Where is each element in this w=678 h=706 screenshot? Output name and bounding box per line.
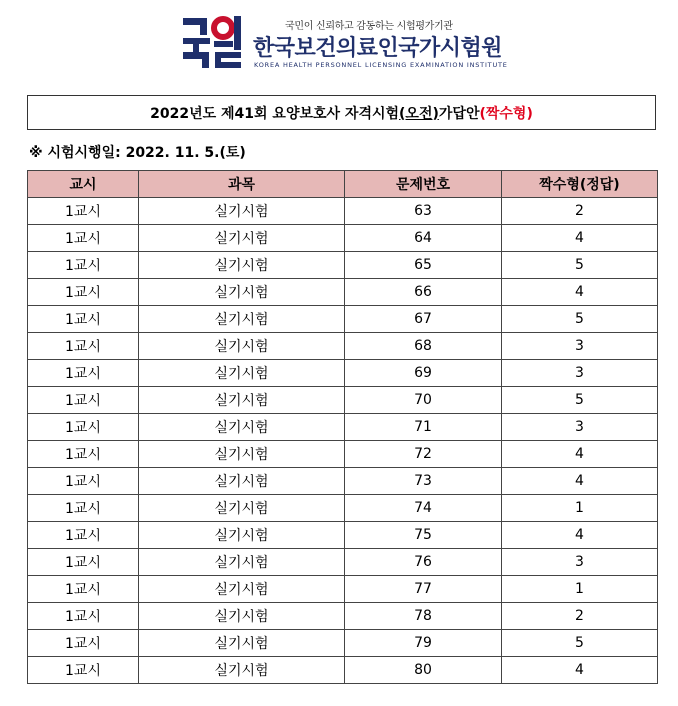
cell-question-number: 64 — [345, 225, 502, 252]
table-row — [28, 657, 658, 684]
cell-answer: 5 — [502, 387, 658, 414]
table-row — [28, 333, 658, 360]
table-row — [28, 387, 658, 414]
cell-subject: 실기시험 — [139, 333, 345, 360]
column-header-question-number: 문제번호 — [345, 171, 502, 198]
cell-period: 1교시 — [28, 333, 139, 360]
table-row — [28, 603, 658, 630]
cell-question-number: 75 — [345, 522, 502, 549]
cell-period: 1교시 — [28, 387, 139, 414]
title-middle: 가답안 — [438, 105, 480, 122]
cell-answer: 4 — [502, 279, 658, 306]
table-row — [28, 306, 658, 333]
table-row — [28, 441, 658, 468]
cell-period: 1교시 — [28, 495, 139, 522]
cell-subject: 실기시험 — [139, 468, 345, 495]
cell-question-number: 69 — [345, 360, 502, 387]
cell-period: 1교시 — [28, 576, 139, 603]
cell-question-number: 73 — [345, 468, 502, 495]
cell-subject: 실기시험 — [139, 306, 345, 333]
table-header-row — [28, 171, 658, 198]
cell-period: 1교시 — [28, 630, 139, 657]
cell-answer: 2 — [502, 198, 658, 225]
cell-subject: 실기시험 — [139, 657, 345, 684]
table-row — [28, 198, 658, 225]
cell-period: 1교시 — [28, 198, 139, 225]
column-header-period: 교시 — [28, 171, 139, 198]
cell-subject: 실기시험 — [139, 495, 345, 522]
cell-answer: 5 — [502, 630, 658, 657]
cell-period: 1교시 — [28, 657, 139, 684]
cell-answer: 4 — [502, 657, 658, 684]
cell-question-number: 78 — [345, 603, 502, 630]
cell-subject: 실기시험 — [139, 549, 345, 576]
cell-period: 1교시 — [28, 441, 139, 468]
institute-name-korean: 한국보건의료인국가시험원 — [253, 35, 503, 61]
cell-subject: 실기시험 — [139, 630, 345, 657]
table-row — [28, 252, 658, 279]
table-row — [28, 360, 658, 387]
cell-question-number: 65 — [345, 252, 502, 279]
cell-subject: 실기시험 — [139, 522, 345, 549]
cell-subject: 실기시험 — [139, 576, 345, 603]
cell-answer: 4 — [502, 225, 658, 252]
cell-question-number: 76 — [345, 549, 502, 576]
table-row — [28, 522, 658, 549]
cell-question-number: 79 — [345, 630, 502, 657]
institute-name-english: KOREA HEALTH PERSONNEL LICENSING EXAMINATION INSTITUTE — [254, 61, 508, 69]
cell-period: 1교시 — [28, 360, 139, 387]
cell-answer: 4 — [502, 441, 658, 468]
cell-question-number: 68 — [345, 333, 502, 360]
cell-period: 1교시 — [28, 414, 139, 441]
cell-subject: 실기시험 — [139, 225, 345, 252]
cell-subject: 실기시험 — [139, 252, 345, 279]
cell-period: 1교시 — [28, 603, 139, 630]
cell-answer: 2 — [502, 603, 658, 630]
cell-answer: 3 — [502, 549, 658, 576]
table-row — [28, 630, 658, 657]
institute-logo — [181, 12, 511, 72]
institute-slogan: 국민이 신뢰하고 감동하는 시험평가기관 — [285, 21, 453, 32]
table-row — [28, 576, 658, 603]
cell-question-number: 67 — [345, 306, 502, 333]
table-row — [28, 225, 658, 252]
table-row — [28, 468, 658, 495]
cell-question-number: 77 — [345, 576, 502, 603]
cell-answer: 4 — [502, 468, 658, 495]
cell-subject: 실기시험 — [139, 360, 345, 387]
cell-period: 1교시 — [28, 279, 139, 306]
cell-subject: 실기시험 — [139, 603, 345, 630]
cell-question-number: 71 — [345, 414, 502, 441]
answer-key-table — [27, 170, 658, 684]
cell-period: 1교시 — [28, 549, 139, 576]
cell-period: 1교시 — [28, 225, 139, 252]
cell-question-number: 72 — [345, 441, 502, 468]
cell-question-number: 66 — [345, 279, 502, 306]
cell-answer: 1 — [502, 495, 658, 522]
document-title — [27, 95, 656, 130]
cell-question-number: 80 — [345, 657, 502, 684]
cell-answer: 3 — [502, 414, 658, 441]
cell-question-number: 74 — [345, 495, 502, 522]
cell-answer: 3 — [502, 360, 658, 387]
cell-subject: 실기시험 — [139, 414, 345, 441]
table-row — [28, 549, 658, 576]
cell-subject: 실기시험 — [139, 279, 345, 306]
table-row — [28, 414, 658, 441]
cell-answer: 4 — [502, 522, 658, 549]
table-body — [28, 198, 658, 684]
cell-answer: 5 — [502, 306, 658, 333]
cell-period: 1교시 — [28, 306, 139, 333]
column-header-subject: 과목 — [139, 171, 345, 198]
kuksiwon-logo-icon — [181, 14, 243, 70]
title-type: (짝수형) — [479, 105, 533, 122]
cell-subject: 실기시험 — [139, 441, 345, 468]
cell-period: 1교시 — [28, 468, 139, 495]
table-row — [28, 279, 658, 306]
title-session: (오전) — [399, 105, 439, 122]
exam-date: ※ 시험시행일: 2022. 11. 5.(토) — [29, 145, 246, 161]
column-header-answer: 짝수형(정답) — [502, 171, 658, 198]
cell-question-number: 70 — [345, 387, 502, 414]
table-row — [28, 495, 658, 522]
title-prefix: 2022년도 제41회 요양보호사 자격시험 — [150, 105, 400, 122]
cell-period: 1교시 — [28, 252, 139, 279]
cell-subject: 실기시험 — [139, 198, 345, 225]
cell-period: 1교시 — [28, 522, 139, 549]
cell-answer: 3 — [502, 333, 658, 360]
cell-answer: 1 — [502, 576, 658, 603]
cell-question-number: 63 — [345, 198, 502, 225]
cell-subject: 실기시험 — [139, 387, 345, 414]
cell-answer: 5 — [502, 252, 658, 279]
